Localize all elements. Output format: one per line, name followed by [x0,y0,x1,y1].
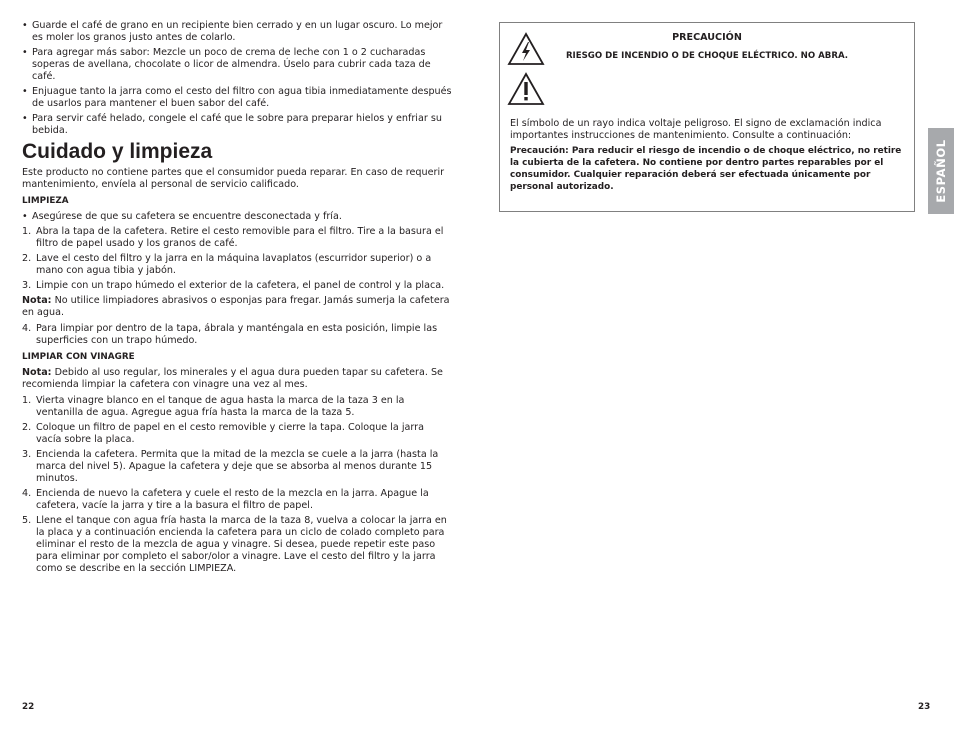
cleaning-note [22,295,452,319]
caution-title: PRECAUCIÓN [672,32,742,43]
tip-text: Para agregar más sabor: Mezcle un poco de crema de leche con 1 o 2 cucharadas soperas de avellana, chocolate o licor de almendra. Úselo para cubrir cada taza de café. [32,47,431,82]
caution-warning-text: Precaución: Para reducir el riesgo de incendio o de choque eléctrico, no retire la cubierta de la cafetera. No contiene por dentro partes reparables por el consumidor. Cualquier reparación deberá ser efectuada únicamente por personal autorizado. [510,146,902,192]
note-text: Debido al uso regular, los minerales y el agua dura pueden tapar su cafetera. Se recomienda limpiar la cafetera con vinagre una vez al mes. [22,367,443,390]
caution-body [510,118,904,196]
tip-bullet [22,20,452,44]
step-text: Coloque un filtro de papel en el cesto removible y cierre la tapa. Coloque la jarra vacía sobre la placa. [36,422,424,445]
bullet-marker: • [22,47,28,58]
caution-subtitle: RIESGO DE INCENDIO O DE CHOQUE ELÉCTRICO. NO ABRA. [565,51,849,61]
cleaning-bullet-text: Asegúrese de que su cafetera se encuentre desconectada y fría. [32,211,342,222]
bullet-marker: • [22,113,28,124]
bullet-marker: • [22,20,28,31]
step-number: 4. [22,323,32,334]
cleaning-step [22,226,452,250]
tip-text: Para servir café helado, congele el café que le sobre para preparar hielos y enfriar su bebida. [32,113,442,136]
note-label: Nota: [22,295,52,306]
vinegar-step [22,515,452,575]
bullet-marker: • [22,86,28,97]
cleaning-step [22,280,452,292]
step-text: Vierta vinagre blanco en el tanque de agua hasta la marca de la taza 3 en la ventanilla de agua. Agregue agua fría hasta la marca de la taza 5. [36,395,405,418]
caution-box [499,22,915,212]
step-number: 5. [22,515,32,526]
step-number: 3. [22,449,32,460]
step-text: Lave el cesto del filtro y la jarra en la máquina lavaplatos (escurridor superior) o a mano con agua tibia y jabón. [36,253,432,276]
step-number: 2. [22,253,32,264]
step-text: Encienda la cafetera. Permita que la mitad de la mezcla se cuele a la jarra (hasta la marca del nivel 5). Apague la cafetera y deje que se absorba al menos durante 15 minutos. [36,449,439,484]
tip-bullet [22,113,452,137]
language-tab-label: ESPAÑOL [934,139,948,203]
section-intro: Este producto no contiene partes que el consumidor pueda reparar. En caso de requerir mantenimiento, envíela al personal de servicio calificado. [22,167,445,190]
tip-bullet [22,47,452,83]
vinegar-step [22,422,452,446]
bullet-marker: • [22,211,28,222]
step-text: Llene el tanque con agua fría hasta la marca de la taza 8, vuelva a colocar la jarra en la placa y a continuación encienda la cafetera para un ciclo de colado completo para eliminar el resto de la mezcla de agua y vinagre. Si desea, puede repetir este paso para eliminar por completo el sabor/olor a vinagre. Lave el cesto del filtro y la jarra como se describe en la sección LIMPIEZA. [36,515,447,574]
vinegar-step [22,395,452,419]
vinegar-step [22,449,452,485]
page-number-right: 23 [918,702,931,712]
tip-text: Guarde el café de grano en un recipiente bien cerrado y en un lugar oscuro. Lo mejor es moler los granos justo antes de colarlo. [32,20,443,43]
step-number: 4. [22,488,32,499]
symbols-explanation: El símbolo de un rayo indica voltaje peligroso. El signo de exclamación indica importantes instrucciones de mantenimiento. Consulte a continuación: [510,118,882,141]
cleaning-heading: LIMPIEZA [22,196,69,206]
step-text: Abra la tapa de la cafetera. Retire el cesto removible para el filtro. Tire a la basura el filtro de papel usado y los granos de café. [36,226,444,249]
cleaning-bullet [22,211,452,223]
step-number: 1. [22,395,32,406]
vinegar-step [22,488,452,512]
language-tab [928,128,954,214]
page-number-left: 22 [22,702,35,712]
note-label: Nota: [22,367,52,378]
vinegar-heading: LIMPIAR CON VINAGRE [22,352,135,362]
section-title: Cuidado y limpieza [22,140,213,163]
exclamation-warning-icon [507,72,545,106]
step-text: Encienda de nuevo la cafetera y cuele el resto de la mezcla en la jarra. Apague la cafetera, vacíe la jarra y tire a la basura el filtro de papel. [36,488,429,511]
cleaning-step [22,253,452,277]
note-text: No utilice limpiadores abrasivos o esponjas para fregar. Jamás sumerja la cafetera en agua. [22,295,450,318]
tip-text: Enjuague tanto la jarra como el cesto del filtro con agua tibia inmediatamente después de usarlos para mantener el buen sabor del café. [32,86,452,109]
left-page-content [22,20,452,578]
lightning-warning-icon [507,32,545,66]
step-text: Para limpiar por dentro de la tapa, ábrala y manténgala en esta posición, limpie las superficies con un trapo húmedo. [36,323,438,346]
cleaning-step [22,323,452,347]
step-number: 2. [22,422,32,433]
tip-bullet [22,86,452,110]
vinegar-note [22,367,452,391]
step-number: 3. [22,280,32,291]
step-text: Limpie con un trapo húmedo el exterior de la cafetera, el panel de control y la placa. [36,280,445,291]
step-number: 1. [22,226,32,237]
